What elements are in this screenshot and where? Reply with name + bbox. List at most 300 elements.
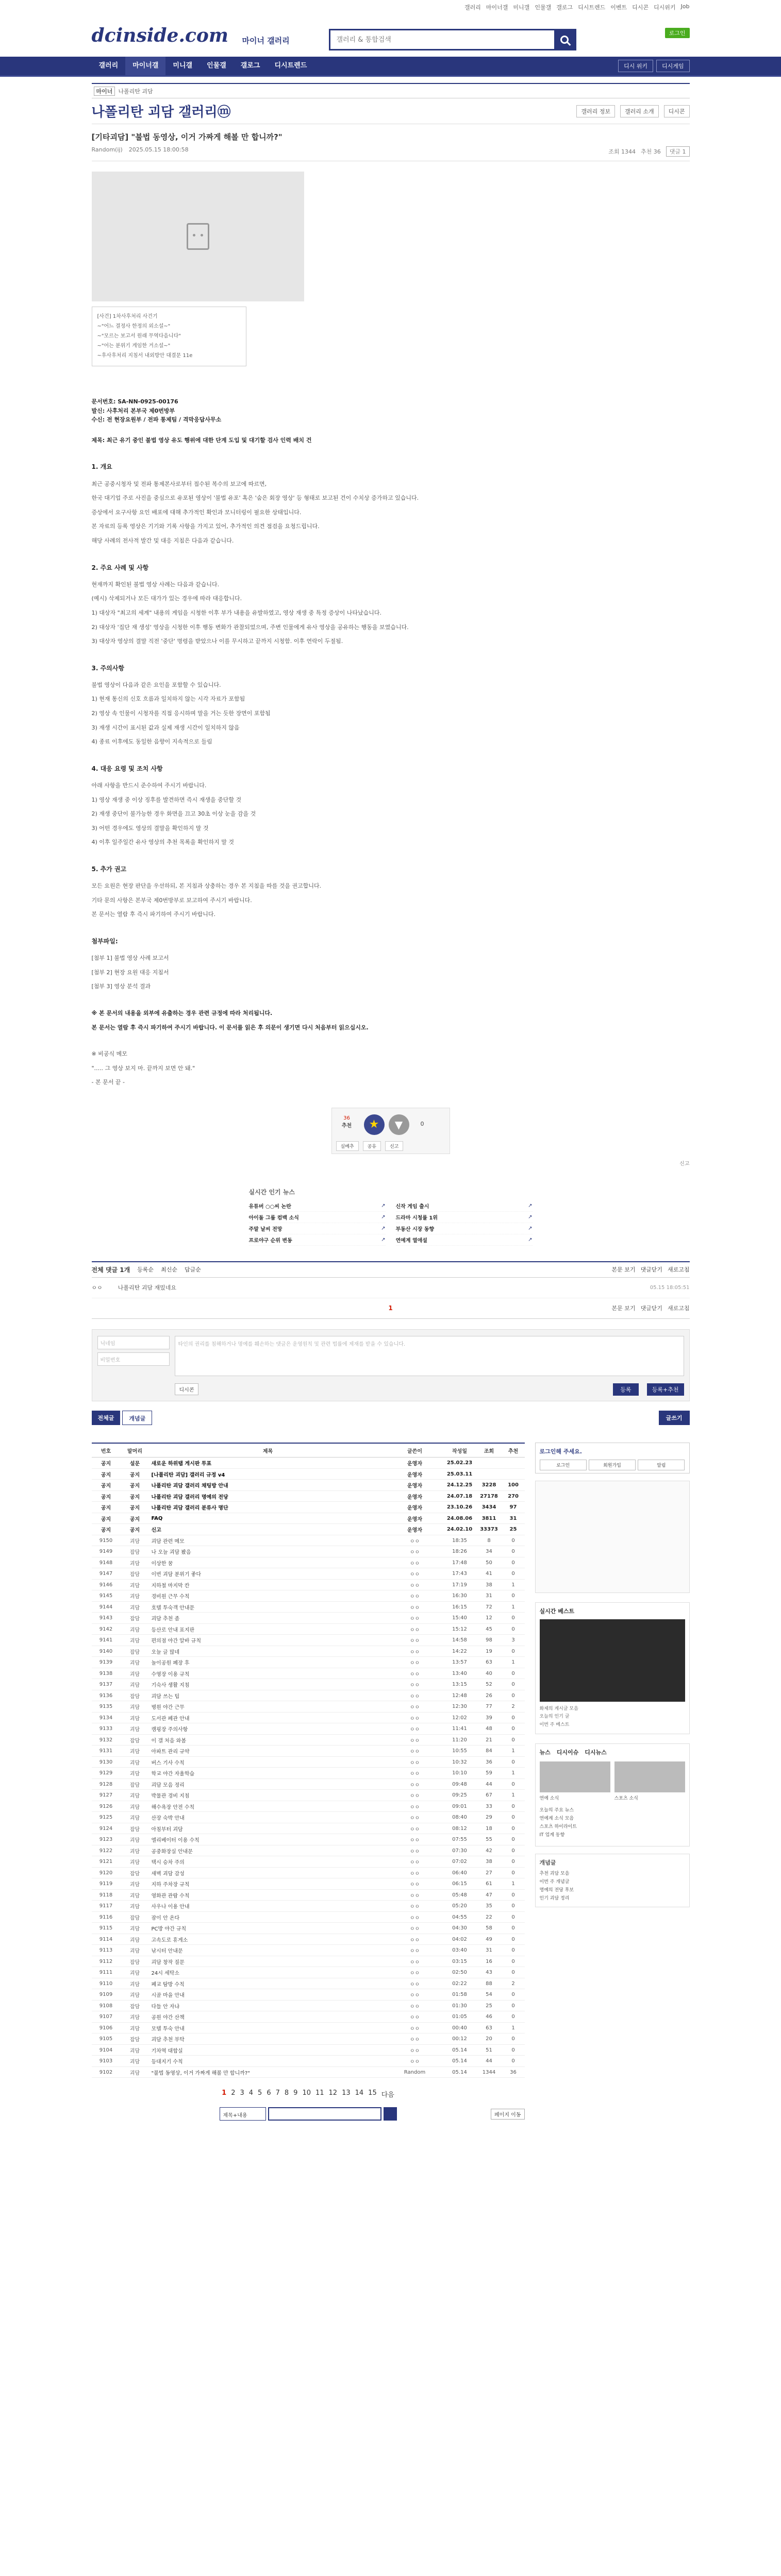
nickname-field[interactable]: 닉네임 [97,1336,170,1349]
table-row[interactable] [92,1701,525,1713]
not-recommend-button[interactable] [389,1114,409,1135]
table-row[interactable] [92,1635,525,1646]
silbe-button[interactable]: 실베추 [336,1141,359,1151]
row-title[interactable]: 신고 [149,1524,387,1535]
row-title[interactable]: 공원 야간 산책 [149,2011,387,2023]
row-views: 63 [476,1657,502,1668]
row-views: 33 [476,1801,502,1812]
row-author[interactable]: 운영자 [387,1468,443,1480]
row-title[interactable]: 엘리베이터 이용 수칙 [149,1834,387,1845]
row-author[interactable]: ㅇㅇ [387,1978,443,1989]
table-row[interactable] [92,1901,525,1912]
row-title[interactable]: 괴담 창작 질문 [149,1956,387,1967]
all-posts-button[interactable]: 전체글 [92,1411,121,1425]
news-list-item[interactable]: 스포츠 하이라이트 [539,1824,577,1830]
table-row[interactable] [92,1723,525,1735]
table-row[interactable] [92,2033,525,2045]
row-author[interactable]: ㅇㅇ [387,1734,443,1745]
gallery-title[interactable]: 나폴리탄 괴담 갤러리ⓜ [91,105,231,120]
row-author[interactable]: ㅇㅇ [387,1590,443,1602]
concept-item[interactable]: 이번 주 개념글 [539,1879,570,1885]
table-row[interactable] [92,2066,525,2078]
row-author[interactable]: ㅇㅇ [387,2044,443,2056]
row-views: 29 [476,1812,502,1823]
news-item[interactable] [249,1234,386,1246]
row-views: 34 [476,1546,502,1557]
page-link[interactable]: 13 [342,2089,351,2097]
table-row[interactable] [92,1623,525,1635]
sort-oldest[interactable]: 등록순 [137,1266,154,1274]
table-row[interactable] [92,1568,525,1580]
comment-nick[interactable]: ㅇㅇ [91,1284,103,1292]
row-author[interactable]: ㅇㅇ [387,1535,443,1546]
row-title[interactable]: 괴담 추천 부탁 [149,2033,387,2045]
post-author[interactable]: Random(ij) [91,146,123,153]
row-title[interactable]: 괴담 쓰는 팁 [149,1690,387,1701]
row-title[interactable]: 24시 세탁소 [149,1967,387,1978]
row-author[interactable]: ㅇㅇ [387,2000,443,2011]
row-title[interactable]: FAQ [149,1513,387,1524]
row-title[interactable]: 기차역 대합실 [149,2044,387,2056]
row-author[interactable]: ㅇㅇ [387,2011,443,2023]
table-row[interactable] [92,1468,525,1480]
breadcrumb-gallery[interactable]: 나폴리탄 괴담 [118,88,153,95]
row-title[interactable]: 고속도로 휴게소 [149,1934,387,1945]
search-type-select[interactable]: 제목+내용 [220,2107,266,2121]
table-row[interactable] [92,1856,525,1868]
row-title[interactable]: 병원 야간 근무 [149,1701,387,1713]
table-row[interactable] [92,1734,525,1745]
row-category: 괴담 [121,1623,149,1635]
row-author[interactable]: ㅇㅇ [387,1646,443,1657]
sidebar-ad[interactable] [535,1481,690,1593]
row-author[interactable]: ㅇㅇ [387,1712,443,1723]
table-row[interactable] [92,1756,525,1768]
page-link[interactable]: 15 [368,2089,377,2097]
row-author[interactable]: 운영자 [387,1513,443,1524]
sidebar-join-button[interactable]: 회원가입 [589,1460,636,1470]
row-title[interactable]: 괴담 추천 좀 [149,1613,387,1624]
row-title[interactable]: 공중화장실 안내문 [149,1845,387,1856]
row-author[interactable]: ㅇㅇ [387,1878,443,1890]
nav-item-person[interactable]: 인물갤 [207,62,226,70]
gallery-info-button[interactable]: 갤러리 정보 [576,105,615,117]
search-input[interactable] [330,30,554,49]
comment-textarea[interactable]: 타인의 권리를 침해하거나 명예를 훼손하는 댓글은 운영원칙 및 관련 법률에 제재를 받을 수 있습니다. [175,1336,684,1376]
share-button[interactable]: 공유 [363,1141,381,1151]
table-row[interactable] [92,1923,525,1934]
table-row[interactable] [92,1480,525,1491]
page-link[interactable]: 11 [315,2089,324,2097]
table-row[interactable] [92,1778,525,1790]
refresh-comments-link[interactable]: 새로고침 [667,1305,690,1312]
row-title[interactable]: 놀이공원 폐장 후 [149,1657,387,1668]
table-row[interactable] [92,1513,525,1524]
concept-item[interactable]: 추천 괴담 모음 [539,1871,570,1877]
table-row[interactable] [92,1911,525,1923]
nav-item-trend[interactable]: 디시트렌드 [274,62,307,70]
row-number: 9125 [92,1812,121,1823]
view-post-link[interactable]: 본문 보기 [611,1266,636,1274]
page-link[interactable]: 1 [222,2089,227,2097]
news-item[interactable] [249,1223,386,1234]
row-author[interactable]: ㅇㅇ [387,1923,443,1934]
tab-dcissue[interactable]: 디시이슈 [556,1749,579,1756]
logo[interactable]: dcinside.com [91,25,229,46]
row-title[interactable]: 나폴리탄 괴담 갤러리 분류사 명단 [149,1502,387,1513]
paragraph: 1) 현재 통신의 신호 흐름과 일치하지 않는 시각 자료가 포함됨 [91,696,245,703]
page-link[interactable]: 6 [267,2089,271,2097]
concept-posts-button[interactable]: 개념글 [122,1411,152,1425]
row-author[interactable]: ㅇㅇ [387,1768,443,1779]
row-title[interactable]: 버스 기사 수칙 [149,1756,387,1768]
nav-item-gallery[interactable]: 갤러리 [98,62,119,70]
page-link[interactable]: 5 [258,2089,262,2097]
row-author[interactable]: ㅇㅇ [387,1901,443,1912]
news-item[interactable] [396,1223,533,1234]
top-link[interactable]: 이벤트 [610,4,627,11]
row-title[interactable]: 이번 괴담 분위기 좋다 [149,1568,387,1580]
toc-item: ~"어느 결정사 한정의 외소설~" [97,324,171,329]
news-list-item[interactable]: IT 업계 동향 [539,1833,565,1838]
table-row[interactable] [92,1768,525,1779]
row-title[interactable]: "불법 동영상, 이거 가짜게 해볼 만 합니까?" [149,2066,387,2078]
close-comments-link[interactable]: 댓글닫기 [640,1305,662,1312]
news-thumb[interactable] [540,1761,610,1792]
row-title[interactable]: 괴담 관련 메모 [149,1535,387,1546]
row-author[interactable]: ㅇㅇ [387,1623,443,1635]
row-author[interactable]: ㅇㅇ [387,1934,443,1945]
best-line[interactable]: 화제의 게시글 모음 [539,1706,578,1711]
table-row[interactable] [92,1834,525,1845]
table-row[interactable] [92,1657,525,1668]
news-thumb[interactable] [614,1761,685,1792]
row-title[interactable]: 새벽 괴담 감성 [149,1867,387,1878]
best-image[interactable] [540,1619,685,1702]
row-title[interactable]: 사우나 이용 안내 [149,1901,387,1912]
table-row[interactable] [92,1878,525,1890]
row-author[interactable]: ㅇㅇ [387,1745,443,1757]
list-search-button[interactable] [384,2107,397,2121]
row-title[interactable]: 등산로 안내 표지판 [149,1623,387,1635]
table-row[interactable] [92,2011,525,2023]
row-title[interactable]: 폐교 탐방 수칙 [149,1978,387,1989]
concept-item[interactable]: 인기 괴담 정리 [539,1896,570,1902]
row-author[interactable]: ㅇㅇ [387,1867,443,1878]
row-title[interactable]: 도서관 폐관 안내 [149,1712,387,1723]
best-line[interactable]: 오늘의 인기 글 [539,1714,570,1720]
row-title[interactable]: 택시 승차 주의 [149,1856,387,1868]
view-post-link[interactable]: 본문 보기 [611,1305,636,1312]
sort-replies[interactable]: 답글순 [184,1266,201,1274]
page-link[interactable]: 12 [328,2089,338,2097]
page-link[interactable]: 8 [284,2089,289,2097]
row-author[interactable]: ㅇㅇ [387,1723,443,1735]
recommend-button[interactable] [364,1114,385,1135]
list-search-input[interactable] [268,2107,381,2121]
top-link[interactable]: Job [680,3,690,10]
row-author[interactable]: ㅇㅇ [387,1834,443,1845]
page-link[interactable]: 9 [293,2089,298,2097]
row-number: 9105 [92,2033,121,2045]
comment-page[interactable]: 1 [388,1304,393,1312]
row-author[interactable]: ㅇㅇ [387,1845,443,1856]
row-author[interactable]: ㅇㅇ [387,1601,443,1613]
news-item[interactable] [396,1212,533,1223]
row-title[interactable]: [나폴리탄 괴담] 갤러리 규정 v4 [149,1468,387,1480]
row-title[interactable]: 등대지기 수칙 [149,2056,387,2067]
row-author[interactable]: 운영자 [387,1458,443,1469]
row-author[interactable]: ㅇㅇ [387,1956,443,1967]
row-views: 38 [476,1579,502,1590]
table-row[interactable] [92,2056,525,2067]
nav-item-gallog[interactable]: 갤로그 [240,62,260,70]
news-list-item[interactable]: 오늘의 주요 뉴스 [539,1808,574,1814]
row-author[interactable]: 운영자 [387,1524,443,1535]
table-row[interactable] [92,1956,525,1967]
report-link[interactable]: 신고 [679,1161,690,1167]
section-3 [92,664,690,747]
top-link[interactable]: 미니갤 [513,4,530,11]
table-row[interactable] [92,1679,525,1690]
table-row[interactable] [92,1889,525,1901]
row-author[interactable]: 운영자 [387,1502,443,1513]
row-author[interactable]: ㅇㅇ [387,1546,443,1557]
row-title[interactable]: 시골 마을 안내 [149,1989,387,2001]
news-item[interactable] [249,1212,386,1223]
row-title[interactable]: 호텔 투숙객 안내문 [149,1601,387,1613]
table-row[interactable] [92,1945,525,1956]
password-field[interactable]: 비밀번호 [97,1352,170,1366]
row-views: 25 [476,2000,502,2011]
row-author[interactable]: ㅇㅇ [387,1945,443,1956]
table-row[interactable] [92,1812,525,1823]
row-number: 9111 [92,1967,121,1978]
row-author[interactable]: ㅇㅇ [387,2022,443,2033]
post-comment-button[interactable]: 댓글 1 [666,146,690,157]
table-row[interactable] [92,1557,525,1568]
row-title[interactable]: 기숙사 생활 지침 [149,1679,387,1690]
table-row[interactable] [92,1546,525,1557]
dccon-button[interactable]: 디시콘 [175,1383,199,1395]
row-author[interactable]: ㅇㅇ [387,2033,443,2045]
top-link[interactable]: 디시위키 [654,4,676,11]
row-author[interactable]: ㅇㅇ [387,1679,443,1690]
row-number: 9108 [92,2000,121,2011]
row-author[interactable]: ㅇㅇ [387,1701,443,1713]
row-author[interactable]: ㅇㅇ [387,1635,443,1646]
table-row[interactable] [92,1934,525,1945]
row-title[interactable]: PC방 야간 규칙 [149,1923,387,1934]
sidebar-alert-button[interactable]: 알림 [638,1460,685,1470]
row-author[interactable]: ㅇㅇ [387,2056,443,2067]
page-link[interactable]: 4 [248,2089,254,2097]
table-row[interactable] [92,1668,525,1679]
row-title[interactable]: 수영장 이용 규칙 [149,1668,387,1679]
table-row[interactable] [92,1712,525,1723]
table-row[interactable] [92,1502,525,1513]
page-link[interactable]: 14 [355,2089,364,2097]
page-link[interactable]: 2 [231,2089,236,2097]
row-author[interactable]: ㅇㅇ [387,1568,443,1580]
row-author[interactable]: ㅇㅇ [387,1657,443,1668]
row-title[interactable]: 지하 주차장 규칙 [149,1878,387,1890]
row-views: 45 [476,1623,502,1635]
table-row[interactable] [92,1790,525,1801]
logo-subtitle[interactable]: 마이너 갤러리 [242,36,290,45]
login-button[interactable]: 로그인 [665,28,690,38]
row-title[interactable]: 편의점 야간 알바 규칙 [149,1635,387,1646]
row-title[interactable]: 경비원 근무 수칙 [149,1590,387,1602]
row-title[interactable]: 캠핑장 주의사항 [149,1723,387,1735]
dccon-button[interactable]: 디시콘 [664,105,690,117]
concept-item[interactable]: 명예의 전당 후보 [539,1888,574,1893]
page-move-button[interactable]: 페이지 이동 [491,2109,524,2120]
table-row[interactable] [92,1490,525,1502]
close-comments-link[interactable]: 댓글닫기 [640,1266,662,1274]
row-author[interactable]: ㅇㅇ [387,1856,443,1868]
row-author[interactable]: ㅇㅇ [387,1778,443,1790]
row-title[interactable]: 아침부터 괴담 [149,1823,387,1834]
top-link[interactable]: 인물갤 [535,4,552,11]
realtime-best-title: 실시간 베스트 [539,1607,575,1615]
table-row[interactable] [92,1535,525,1546]
post-toc [92,307,246,366]
news-list-item[interactable]: 연예계 소식 모음 [539,1816,574,1822]
row-author[interactable]: ㅇㅇ [387,1756,443,1768]
row-author[interactable]: ㅇㅇ [387,1790,443,1801]
table-row[interactable] [92,1801,525,1812]
top-link[interactable]: 디시트렌드 [578,4,606,11]
row-title[interactable]: 다들 안 자냐 [149,2000,387,2011]
row-author[interactable]: ㅇㅇ [387,1911,443,1923]
nav-wiki-button[interactable]: 디시 위키 [618,60,653,72]
best-line[interactable]: 이번 주 베스트 [539,1722,570,1727]
nav-game-button[interactable]: 디시게임 [656,60,690,72]
table-row[interactable] [92,1524,525,1535]
tab-dcnews[interactable]: 디시뉴스 [585,1749,607,1756]
row-number: 9103 [92,2056,121,2067]
row-title[interactable]: 새로운 하위탭 게시판 투표 [149,1458,387,1469]
table-row[interactable] [92,1989,525,2001]
row-title[interactable]: 나폴리탄 괴담 갤러리 채팅방 안내 [149,1480,387,1491]
news-item[interactable] [396,1200,533,1212]
sidebar-login-button[interactable]: 로그인 [540,1460,587,1470]
table-row[interactable] [92,1845,525,1856]
write-button[interactable]: 글쓰기 [659,1411,690,1425]
row-title[interactable]: 나 오늘 괴담 봤음 [149,1546,387,1557]
sort-newest[interactable]: 최신순 [161,1266,177,1274]
table-row[interactable] [92,1745,525,1757]
search-button[interactable] [554,30,575,49]
top-link[interactable]: 갤로그 [556,4,573,11]
table-row[interactable] [92,2000,525,2011]
tab-news[interactable]: 뉴스 [539,1749,551,1756]
row-author[interactable]: Random [387,2066,443,2078]
row-author[interactable]: ㅇㅇ [387,1613,443,1624]
row-category: 잡담 [121,2033,149,2045]
top-link[interactable]: 디시콘 [632,4,649,11]
row-title[interactable]: 박물관 경비 지침 [149,1790,387,1801]
top-link[interactable]: 마이너갤 [486,4,508,11]
top-link[interactable]: 갤러리 [464,4,481,11]
row-views: 22 [476,1911,502,1923]
row-author[interactable]: ㅇㅇ [387,1690,443,1701]
row-title[interactable]: 해수욕장 안전 수칙 [149,1801,387,1812]
table-row[interactable] [92,1613,525,1624]
row-author[interactable]: 운영자 [387,1490,443,1502]
table-row[interactable] [92,1867,525,1878]
report-button[interactable]: 신고 [385,1141,403,1151]
news-caption[interactable]: 연예 소식 [539,1796,559,1802]
page-link[interactable]: 7 [275,2089,280,2097]
table-row[interactable] [92,1978,525,1989]
row-author[interactable]: ㅇㅇ [387,1812,443,1823]
table-row[interactable] [92,1601,525,1613]
row-title[interactable]: 학교 야간 자율학습 [149,1768,387,1779]
row-title[interactable]: 지하철 마지막 칸 [149,1579,387,1590]
news-caption[interactable]: 스포츠 소식 [614,1796,638,1802]
page-link[interactable]: 다음 [381,2091,394,2099]
page-link[interactable]: 3 [240,2089,244,2097]
nav-item-mini[interactable]: 미니갤 [173,62,193,70]
news-item[interactable] [396,1234,533,1246]
table-row[interactable] [92,1458,525,1469]
row-title[interactable]: 나폴리탄 괴담 갤러리 명예의 전당 [149,1490,387,1502]
table-row[interactable] [92,1823,525,1834]
row-author[interactable]: ㅇㅇ [387,1823,443,1834]
table-row[interactable] [92,1579,525,1590]
row-title[interactable]: 괴담 모음 정리 [149,1778,387,1790]
row-category: 괴담 [121,1790,149,1801]
news-item[interactable] [249,1200,386,1212]
row-title[interactable]: 낚시터 안내문 [149,1945,387,1956]
row-author[interactable]: ㅇㅇ [387,1557,443,1568]
row-title[interactable]: 산장 숙박 안내 [149,1812,387,1823]
nav-item-minor[interactable]: 마이너갤 [125,57,165,75]
table-row[interactable] [92,1590,525,1602]
breadcrumb-type[interactable]: 마이너 [94,87,115,96]
table-row[interactable] [92,2022,525,2033]
row-title[interactable]: 영화관 관람 수칙 [149,1889,387,1901]
table-row[interactable] [92,2044,525,2056]
row-author[interactable]: ㅇㅇ [387,1579,443,1590]
row-author[interactable]: ㅇㅇ [387,1967,443,1978]
row-author[interactable]: ㅇㅇ [387,1989,443,2001]
row-title[interactable]: 오늘 글 많네 [149,1646,387,1657]
row-title[interactable]: 이상한 꿈 [149,1557,387,1568]
table-row[interactable] [92,1690,525,1701]
row-date: 15:40 [443,1613,476,1624]
row-title[interactable]: 이 갤 처음 와봄 [149,1734,387,1745]
refresh-comments-link[interactable]: 새로고침 [667,1266,690,1274]
table-row[interactable] [92,1646,525,1657]
row-title[interactable]: 잠이 안 온다 [149,1911,387,1923]
table-row[interactable] [92,1967,525,1978]
row-author[interactable]: 운영자 [387,1480,443,1491]
gallery-intro-button[interactable]: 갤러리 소개 [620,105,659,117]
row-recs: 1 [502,1768,525,1779]
main-nav [0,57,781,75]
row-title[interactable]: 아파트 관리 규약 [149,1745,387,1757]
row-author[interactable]: ㅇㅇ [387,1889,443,1901]
row-author[interactable]: ㅇㅇ [387,1801,443,1812]
page-link[interactable]: 10 [302,2089,311,2097]
comment-submit-button[interactable]: 등록 [613,1383,638,1396]
row-author[interactable]: ㅇㅇ [387,1668,443,1679]
comment-submit-rec-button[interactable]: 등록+추천 [647,1383,684,1396]
row-title[interactable]: 모텔 투숙 안내 [149,2022,387,2033]
